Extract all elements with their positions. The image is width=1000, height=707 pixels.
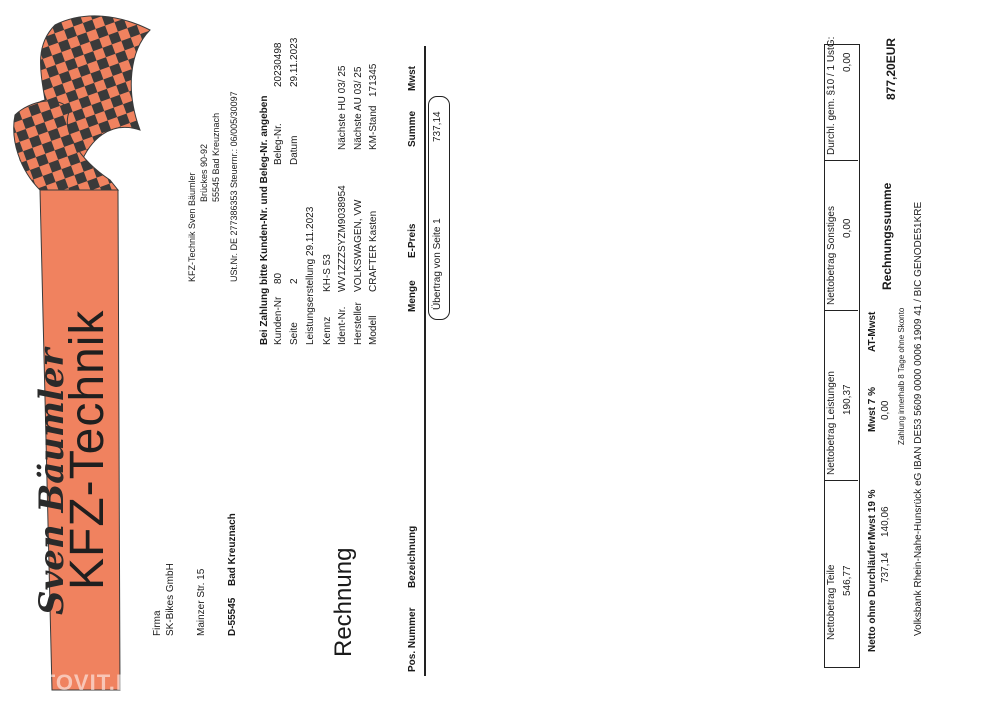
at-mwst-label: AT-Mwst (867, 311, 878, 352)
netto-teile-value: 546,77 (842, 565, 853, 596)
col-epreis: E-Preis (407, 223, 418, 258)
netto-sonst-label: Nettobetrag Sonstiges (826, 206, 837, 305)
logo-brand: KFZ-Technik (61, 309, 114, 590)
recipient-zip: D-55545 (227, 597, 238, 636)
km-value: 171345 (368, 63, 379, 97)
netto-ohne-value: 737,14 (880, 552, 891, 583)
modell-value: CRAFTER Kasten (368, 210, 379, 292)
hersteller-label: Hersteller (353, 302, 364, 345)
modell-label: Modell (368, 315, 379, 345)
sender-street: Brückes 90-92 (199, 143, 209, 202)
kennz-value: KH-S 53 (322, 254, 333, 292)
netto-teile-label: Nettobetrag Teile (826, 564, 837, 640)
col-pos-nummer: Pos. Nummer (407, 607, 418, 672)
mwst19-label: Mwst 19 % (867, 489, 878, 540)
col-bezeichnung: Bezeichnung (407, 525, 418, 588)
kunden-value: 80 (273, 272, 284, 284)
mwst7-value: 0,00 (880, 400, 891, 420)
mwst7-label: Mwst 7 % (867, 386, 878, 432)
uebertrag-label: Übertrag von Seite 1 (432, 218, 443, 310)
bank-details: Volksbank Rhein-Nahe-Hunsrück eG IBAN DE53 5609 0000 0006 1909 41 / BIC GENODE51KRE (913, 201, 924, 636)
logo-script-name: Sven Bäumler (32, 348, 72, 615)
leistungserstellung: Leistungserstellung 29.11.2023 (305, 206, 316, 345)
sender-tax: USt.Nr. DE 277386353 Steuernr.: 06/005/30097 (229, 91, 239, 282)
seite-label: Seite (289, 322, 300, 345)
kennz-label: Kennz (322, 316, 333, 345)
payment-instruction: Bei Zahlung bitte Kunden-Nr. und Beleg-Nr. angeben (259, 95, 270, 345)
recipient-city: Bad Kreuznach (227, 513, 238, 586)
kunden-label: Kunden-Nr (273, 296, 284, 345)
col-menge: Menge (407, 280, 418, 312)
col-summe: Summe (407, 110, 418, 147)
sender-city: 55545 Bad Kreuznach (211, 112, 221, 202)
netto-leist-label: Nettobetrag Leistungen (826, 371, 837, 475)
ident-value: WV1ZZZSYZM9038954 (337, 185, 348, 292)
col-mwst: Mwst (407, 66, 418, 91)
recipient-line1: Firma (152, 610, 163, 636)
seite-value: 2 (289, 278, 300, 284)
uebertrag-value: 737,14 (432, 111, 443, 142)
datum-value: 29.11.2023 (289, 37, 300, 87)
totals-divider-3 (824, 160, 858, 161)
recipient-street: Mainzer Str. 15 (196, 568, 207, 636)
sender-name: KFZ-Technik Sven Bäumler (187, 172, 197, 282)
datum-label: Datum (289, 135, 300, 165)
beleg-value: 20230498 (273, 42, 284, 87)
naechste-au: Nächste AU 03/ 25 (353, 66, 364, 150)
rechnungssumme-label: Rechnungssumme (880, 182, 894, 290)
hersteller-value: VOLKSWAGEN, VW (353, 199, 364, 292)
mwst19-value: 140,06 (880, 506, 891, 537)
rechnungssumme-value: 877,20EUR (884, 37, 898, 100)
recipient-company: SK-Bikes GmbH (165, 563, 176, 636)
km-label: KM-Stand (368, 105, 379, 150)
totals-divider-2 (824, 310, 858, 311)
durchlaeufer-value: 0,00 (842, 52, 853, 72)
netto-ohne-label: Netto ohne Durchläufer (867, 540, 878, 652)
doc-title: Rechnung (330, 547, 357, 657)
netto-leist-value: 190,37 (842, 384, 853, 415)
totals-divider-1 (824, 480, 858, 481)
watermark: AUTOVIT.RO (8, 670, 151, 695)
durchlaeufer-label: Durchl. gem. §10 / 1 UstG: (826, 36, 837, 155)
netto-sonst-value: 0,00 (842, 218, 853, 238)
table-header-line (424, 46, 426, 676)
zahlung-note: Zahlung innerhalb 8 Tage ohne Skonto (897, 307, 906, 445)
ident-label: Ident-Nr. (337, 306, 348, 345)
naechste-hu: Nächste HU 03/ 25 (337, 65, 348, 150)
beleg-label: Beleg-Nr. (273, 123, 284, 165)
